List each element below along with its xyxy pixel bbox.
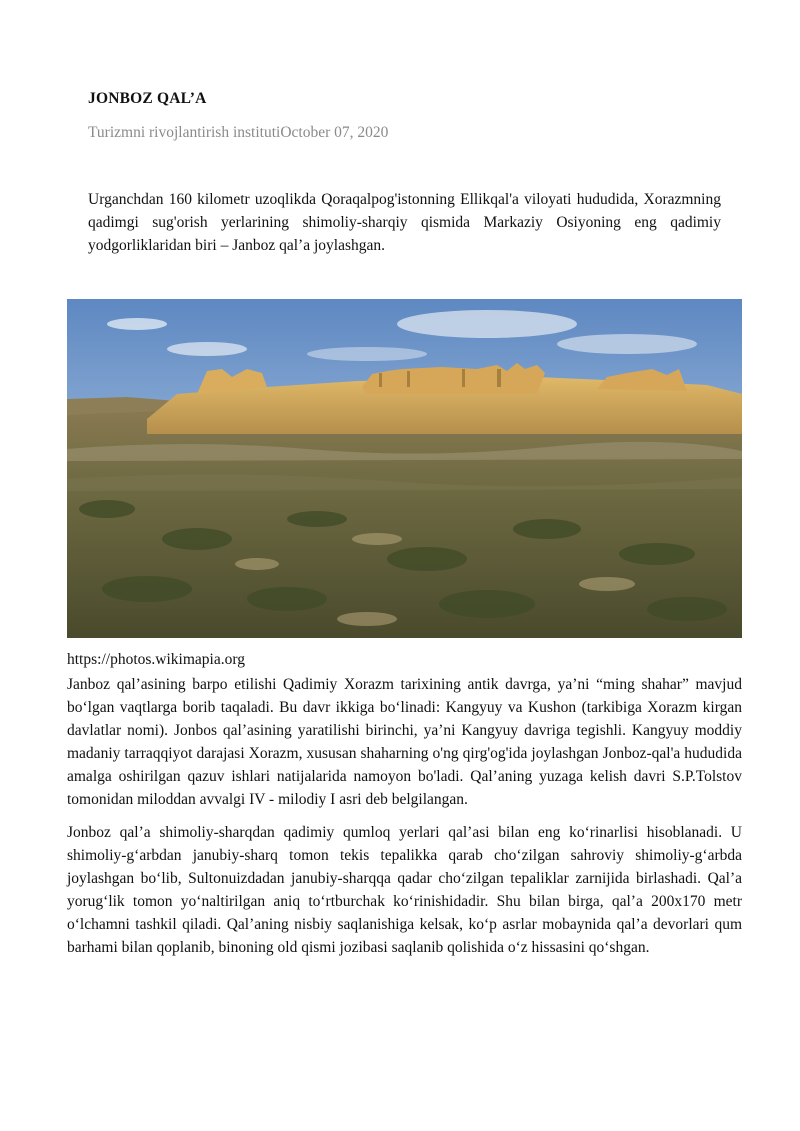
photo-caption: https://photos.wikimapia.org xyxy=(67,651,245,668)
article-body xyxy=(67,673,742,969)
article-title: JONBOZ QAL’A xyxy=(88,90,207,107)
article-meta xyxy=(88,124,388,142)
body-paragraph: Jonboz qal’a shimoliy-sharqdan qadimiy qumloq yerlari qal’asi bilan eng ko‘rinarlisi hisoblanadi. U shimoliy-g‘arbdan janubiy-sharq tomon tekis tepalikka qarab cho‘zilgan sahroviy shimoliy-g‘arbda joylashgan bo‘lib, Sultonuizdadan janubiy-sharqqa qadar cho‘zilgan tepaliklar zarnijida birlashadi. Qal’a yorug‘lik tomon yo‘naltirilgan aniq to‘rtburchak ko‘rinishidadir. Shu bilan birga, qal’a 200x170 metr o‘lchamni tashkil qiladi. Qal’aning nisbiy saqlanishiga kelsak, ko‘p asrlar mobaynida qal’a devorlari qum barhami bilan qoplanib, binoning old qismi jozibasi saqlanib qolishida o‘z hissasini qo‘shgan. xyxy=(67,824,742,956)
publish-date: October 07, 2020 xyxy=(280,124,389,141)
fortress-photo xyxy=(67,299,742,638)
source-name: Turizmni rivojlantirish instituti xyxy=(88,124,281,141)
intro-paragraph: Urganchdan 160 kilometr uzoqlikda Qoraqalpog'istonning Ellikqal'a viloyati hududida, Xorazmning qadimgi sug'orish yerlarining shimoliy-sharqiy qismida Markaziy Osiyoning eng qadimiy yodgorliklaridan biri – Janboz qal’a joylashgan. xyxy=(88,191,721,254)
body-paragraph: Janboz qal’asining barpo etilishi Qadimiy Xorazm tarixining antik davrga, ya’ni “ming shahar” mavjud bo‘lgan vaqtlarga borib taqaladi. Bu davr ikkiga bo‘linadi: Kangyuy va Kushon (tarkibiga Xorazm kirgan davlatlar nomi). Jonbos qal’asining yaratilishi birinchi, ya’ni Kangyuy davriga tegishli. Kangyuy moddiy madaniy tarraqqiyot darajasi Xorazm, xususan shaharning o'ng qirg'og'ida joylashgan Jonboz-qal'a hududida amalga oshirilgan qazuv ishlari natijalarida namoyon bo'ladi. Qal’aning yuzaga kelish davri S.P.Tolstov tomonidan miloddan avvalgi IV - milodiy I asri deb belgilangan. xyxy=(67,676,742,808)
